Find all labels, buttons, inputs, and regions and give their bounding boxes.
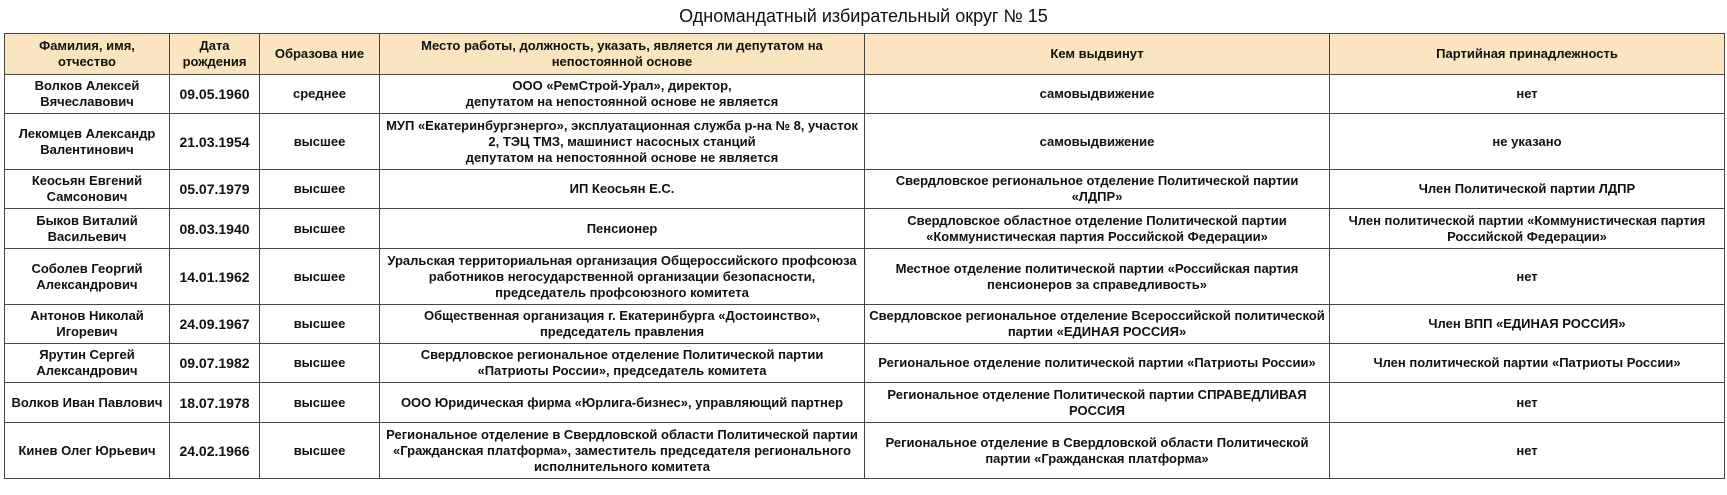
cell-nominated-by: Свердловское региональное отделение Всероссийской политической партии «ЕДИНАЯ РОССИЯ» <box>865 305 1330 344</box>
table-row <box>5 249 1725 305</box>
cell-nominated-by: Местное отделение политической партии «Российская партия пенсионеров за справедливость» <box>865 249 1330 305</box>
table-row <box>5 170 1725 209</box>
cell-workplace: ООО Юридическая фирма «Юрлига-бизнес», управляющий партнер <box>380 383 865 423</box>
cell-workplace: ИП Кеосьян Е.С. <box>380 170 865 209</box>
header-nominated-by: Кем выдвинут <box>865 34 1330 75</box>
cell-birth-date: 09.07.1982 <box>170 344 260 383</box>
cell-birth-date: 09.05.1960 <box>170 75 260 114</box>
cell-party: Член Политической партии ЛДПР <box>1330 170 1725 209</box>
cell-education: высшее <box>260 305 380 344</box>
cell-birth-date: 24.09.1967 <box>170 305 260 344</box>
cell-name: Антонов Николай Игоревич <box>5 305 170 344</box>
cell-workplace: Общественная организация г. Екатеринбурга «Достоинство», председатель правления <box>380 305 865 344</box>
cell-name: Соболев Георгий Александрович <box>5 249 170 305</box>
cell-name: Кинев Олег Юрьевич <box>5 423 170 479</box>
table-row <box>5 383 1725 423</box>
cell-workplace: Уральская территориальная организация Общероссийского профсоюза работников негосударственной организации безопасности, председатель профсоюзного комитета <box>380 249 865 305</box>
cell-birth-date: 24.02.1966 <box>170 423 260 479</box>
table-row <box>5 209 1725 249</box>
cell-party: Член политической партии «Патриоты России» <box>1330 344 1725 383</box>
cell-name: Кеосьян Евгений Самсонович <box>5 170 170 209</box>
cell-name: Быков Виталий Васильевич <box>5 209 170 249</box>
cell-nominated-by: самовыдвижение <box>865 114 1330 170</box>
cell-workplace: Пенсионер <box>380 209 865 249</box>
cell-education: высшее <box>260 423 380 479</box>
table-row <box>5 114 1725 170</box>
cell-name: Лекомцев Александр Валентинович <box>5 114 170 170</box>
cell-party: нет <box>1330 383 1725 423</box>
cell-party: нет <box>1330 75 1725 114</box>
table-row <box>5 423 1725 479</box>
cell-education: высшее <box>260 170 380 209</box>
header-workplace: Место работы, должность, указать, является ли депутатом на непостоянной основе <box>380 34 865 75</box>
page-title: Одномандатный избирательный округ № 15 <box>679 6 1048 26</box>
cell-workplace: Свердловское региональное отделение Политической партии «Патриоты России», председатель комитета <box>380 344 865 383</box>
cell-nominated-by: Региональное отделение Политической партии СПРАВЕДЛИВАЯ РОССИЯ <box>865 383 1330 423</box>
cell-party: нет <box>1330 249 1725 305</box>
cell-birth-date: 05.07.1979 <box>170 170 260 209</box>
cell-party: Член ВПП «ЕДИНАЯ РОССИЯ» <box>1330 305 1725 344</box>
cell-party: нет <box>1330 423 1725 479</box>
cell-education: высшее <box>260 249 380 305</box>
cell-nominated-by: Региональное отделение политической партии «Патриоты России» <box>865 344 1330 383</box>
table-row <box>5 75 1725 114</box>
cell-workplace: ООО «РемСтрой-Урал», директор, депутатом на непостоянной основе не является <box>380 75 865 114</box>
cell-birth-date: 14.01.1962 <box>170 249 260 305</box>
cell-nominated-by: Свердловское областное отделение Политической партии «Коммунистическая партия Российской Федерации» <box>865 209 1330 249</box>
header-name: Фамилия, имя, отчество <box>5 34 170 75</box>
cell-education: высшее <box>260 344 380 383</box>
cell-workplace: МУП «Екатеринбургэнерго», эксплуатационная служба р-на № 8, участок 2, ТЭЦ ТМЗ, машинист насосных станций депутатом на непостоянной основе не является <box>380 114 865 170</box>
cell-name: Волков Алексей Вячеславович <box>5 75 170 114</box>
candidates-table <box>4 33 1725 479</box>
header-row <box>5 34 1725 75</box>
table-row <box>5 344 1725 383</box>
cell-education: среднее <box>260 75 380 114</box>
header-education: Образова ние <box>260 34 380 75</box>
cell-workplace: Региональное отделение в Свердловской области Политической партии «Гражданская платформа», заместитель председателя регионального исполнительного комитета <box>380 423 865 479</box>
cell-nominated-by: Региональное отделение в Свердловской области Политической партии «Гражданская платформа» <box>865 423 1330 479</box>
cell-name: Волков Иван Павлович <box>5 383 170 423</box>
cell-education: высшее <box>260 383 380 423</box>
header-birth-date: Дата рождения <box>170 34 260 75</box>
table-row <box>5 305 1725 344</box>
cell-birth-date: 18.07.1978 <box>170 383 260 423</box>
cell-birth-date: 21.03.1954 <box>170 114 260 170</box>
cell-nominated-by: Свердловское региональное отделение Политической партии «ЛДПР» <box>865 170 1330 209</box>
cell-education: высшее <box>260 209 380 249</box>
cell-name: Ярутин Сергей Александрович <box>5 344 170 383</box>
cell-education: высшее <box>260 114 380 170</box>
cell-party: не указано <box>1330 114 1725 170</box>
cell-nominated-by: самовыдвижение <box>865 75 1330 114</box>
cell-birth-date: 08.03.1940 <box>170 209 260 249</box>
header-party: Партийная принадлежность <box>1330 34 1725 75</box>
cell-party: Член политической партии «Коммунистическая партия Российской Федерации» <box>1330 209 1725 249</box>
